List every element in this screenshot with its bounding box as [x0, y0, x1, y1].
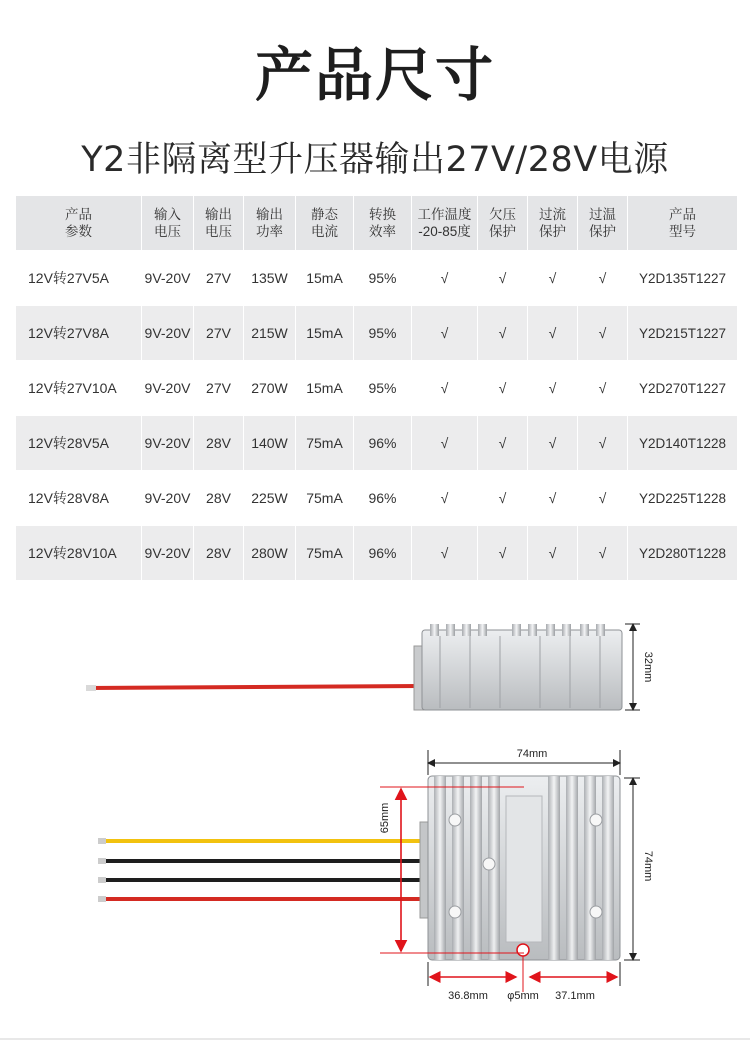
column-header-line: 欠压 [489, 207, 516, 222]
product-param-cell: 12V转28V10A [16, 526, 142, 581]
column-header [528, 196, 578, 251]
table-cell: √ [478, 251, 528, 306]
table-cell: 15mA [296, 251, 354, 306]
column-header-line: 电压 [154, 224, 181, 239]
column-header-line: 过温 [589, 207, 616, 222]
column-header-line: 功率 [256, 224, 283, 239]
table-cell: 270W [244, 361, 296, 416]
table-cell: √ [412, 251, 478, 306]
table-cell: √ [412, 416, 478, 471]
wires [98, 838, 426, 902]
table-cell: 135W [244, 251, 296, 306]
spec-table-body [16, 251, 738, 581]
product-dimension-drawing [0, 600, 750, 1020]
product-param-cell: 12V转27V10A [16, 361, 142, 416]
table-cell: 96% [354, 526, 412, 581]
table-cell: 75mA [296, 416, 354, 471]
column-header-line: 电压 [205, 224, 232, 239]
table-cell: √ [412, 361, 478, 416]
right-offset-label: 37.1mm [555, 990, 595, 1002]
product-param-cell: 12V转27V8A [16, 306, 142, 361]
table-row [16, 306, 738, 361]
page-subtitle: Y2非隔离型升压器输出27V/28V电源 [81, 140, 669, 180]
column-header-line: 转换 [369, 207, 396, 222]
table-cell: 9V-20V [142, 306, 194, 361]
table-cell: √ [528, 416, 578, 471]
table-cell: 215W [244, 306, 296, 361]
column-header-line: 型号 [669, 224, 696, 239]
table-cell: 225W [244, 471, 296, 526]
column-header-line: 产品 [669, 207, 696, 222]
hole-diameter-label: φ5mm [507, 990, 539, 1002]
table-cell: 28V [194, 416, 244, 471]
table-row [16, 471, 738, 526]
table-row [16, 416, 738, 471]
side-view-red-wire [88, 686, 420, 688]
table-cell: 95% [354, 361, 412, 416]
column-header [244, 196, 296, 251]
table-cell: 9V-20V [142, 251, 194, 306]
table-cell: 75mA [296, 526, 354, 581]
side-view-wire-tip [86, 685, 96, 691]
bottom-divider [0, 1038, 750, 1040]
table-cell: √ [578, 251, 628, 306]
table-cell: √ [412, 306, 478, 361]
table-row [16, 526, 738, 581]
column-header [194, 196, 244, 251]
column-header-line: 保护 [539, 224, 566, 239]
table-cell: 96% [354, 416, 412, 471]
table-cell: √ [578, 471, 628, 526]
table-cell: √ [528, 526, 578, 581]
column-header-line: 输出 [256, 207, 283, 222]
side-height-dim-label: 74mm [642, 850, 654, 882]
table-cell: √ [528, 471, 578, 526]
table-cell: 15mA [296, 306, 354, 361]
table-cell: √ [578, 526, 628, 581]
model-cell: Y2D215T1227 [628, 306, 738, 361]
side-view-housing [422, 630, 622, 710]
table-cell: 280W [244, 526, 296, 581]
column-header [354, 196, 412, 251]
table-cell: √ [578, 416, 628, 471]
table-cell: √ [478, 471, 528, 526]
table-cell: 9V-20V [142, 416, 194, 471]
height-dim-label: 32mm [642, 651, 654, 683]
column-header-line: -20-85度 [418, 224, 471, 239]
table-cell: √ [412, 471, 478, 526]
table-cell: 9V-20V [142, 471, 194, 526]
top-width-dim-label: 74mm [516, 748, 548, 760]
column-header [578, 196, 628, 251]
table-cell: 9V-20V [142, 361, 194, 416]
top-view [98, 748, 654, 1002]
page-title: 产品尺寸 [254, 41, 495, 109]
hole-spacing-dim-label: 65mm [379, 802, 391, 834]
column-header-line: 产品 [65, 207, 92, 222]
column-header-line: 保护 [589, 224, 616, 239]
column-header [412, 196, 478, 251]
column-header-line: 输入 [154, 207, 181, 222]
table-cell: 140W [244, 416, 296, 471]
table-cell: 28V [194, 471, 244, 526]
table-row [16, 251, 738, 306]
table-cell: 9V-20V [142, 526, 194, 581]
column-header-line: 静态 [311, 207, 338, 222]
table-cell: √ [578, 361, 628, 416]
column-header-line: 过流 [539, 207, 566, 222]
table-cell: √ [478, 306, 528, 361]
table-cell: √ [528, 306, 578, 361]
left-offset-label: 36.8mm [448, 990, 488, 1002]
column-header-line: 工作温度 [417, 207, 472, 222]
table-cell: 27V [194, 306, 244, 361]
top-view-fins [434, 776, 614, 960]
table-row [16, 361, 738, 416]
column-header [142, 196, 194, 251]
column-header [16, 196, 142, 251]
table-cell: 28V [194, 526, 244, 581]
column-header [296, 196, 354, 251]
table-cell: 95% [354, 306, 412, 361]
column-header-line: 效率 [369, 224, 396, 239]
model-cell: Y2D270T1227 [628, 361, 738, 416]
table-cell: √ [478, 526, 528, 581]
table-cell: 75mA [296, 471, 354, 526]
side-view [86, 624, 654, 710]
column-header-line: 保护 [489, 224, 516, 239]
table-cell: 96% [354, 471, 412, 526]
spec-table [15, 195, 738, 581]
table-cell: 15mA [296, 361, 354, 416]
table-cell: √ [478, 361, 528, 416]
table-cell: √ [478, 416, 528, 471]
model-cell: Y2D225T1228 [628, 471, 738, 526]
column-header-line: 电流 [311, 224, 338, 239]
column-header [628, 196, 738, 251]
product-param-cell: 12V转27V5A [16, 251, 142, 306]
model-cell: Y2D280T1228 [628, 526, 738, 581]
table-cell: √ [528, 361, 578, 416]
column-header [478, 196, 528, 251]
spec-table-header [16, 196, 738, 251]
table-cell: √ [412, 526, 478, 581]
table-cell: 27V [194, 251, 244, 306]
model-cell: Y2D140T1228 [628, 416, 738, 471]
product-param-cell: 12V转28V5A [16, 416, 142, 471]
product-param-cell: 12V转28V8A [16, 471, 142, 526]
column-header-line: 输出 [205, 207, 232, 222]
model-cell: Y2D135T1227 [628, 251, 738, 306]
column-header-line: 参数 [65, 224, 92, 239]
table-cell: 27V [194, 361, 244, 416]
table-cell: √ [578, 306, 628, 361]
table-cell: 95% [354, 251, 412, 306]
table-cell: √ [528, 251, 578, 306]
